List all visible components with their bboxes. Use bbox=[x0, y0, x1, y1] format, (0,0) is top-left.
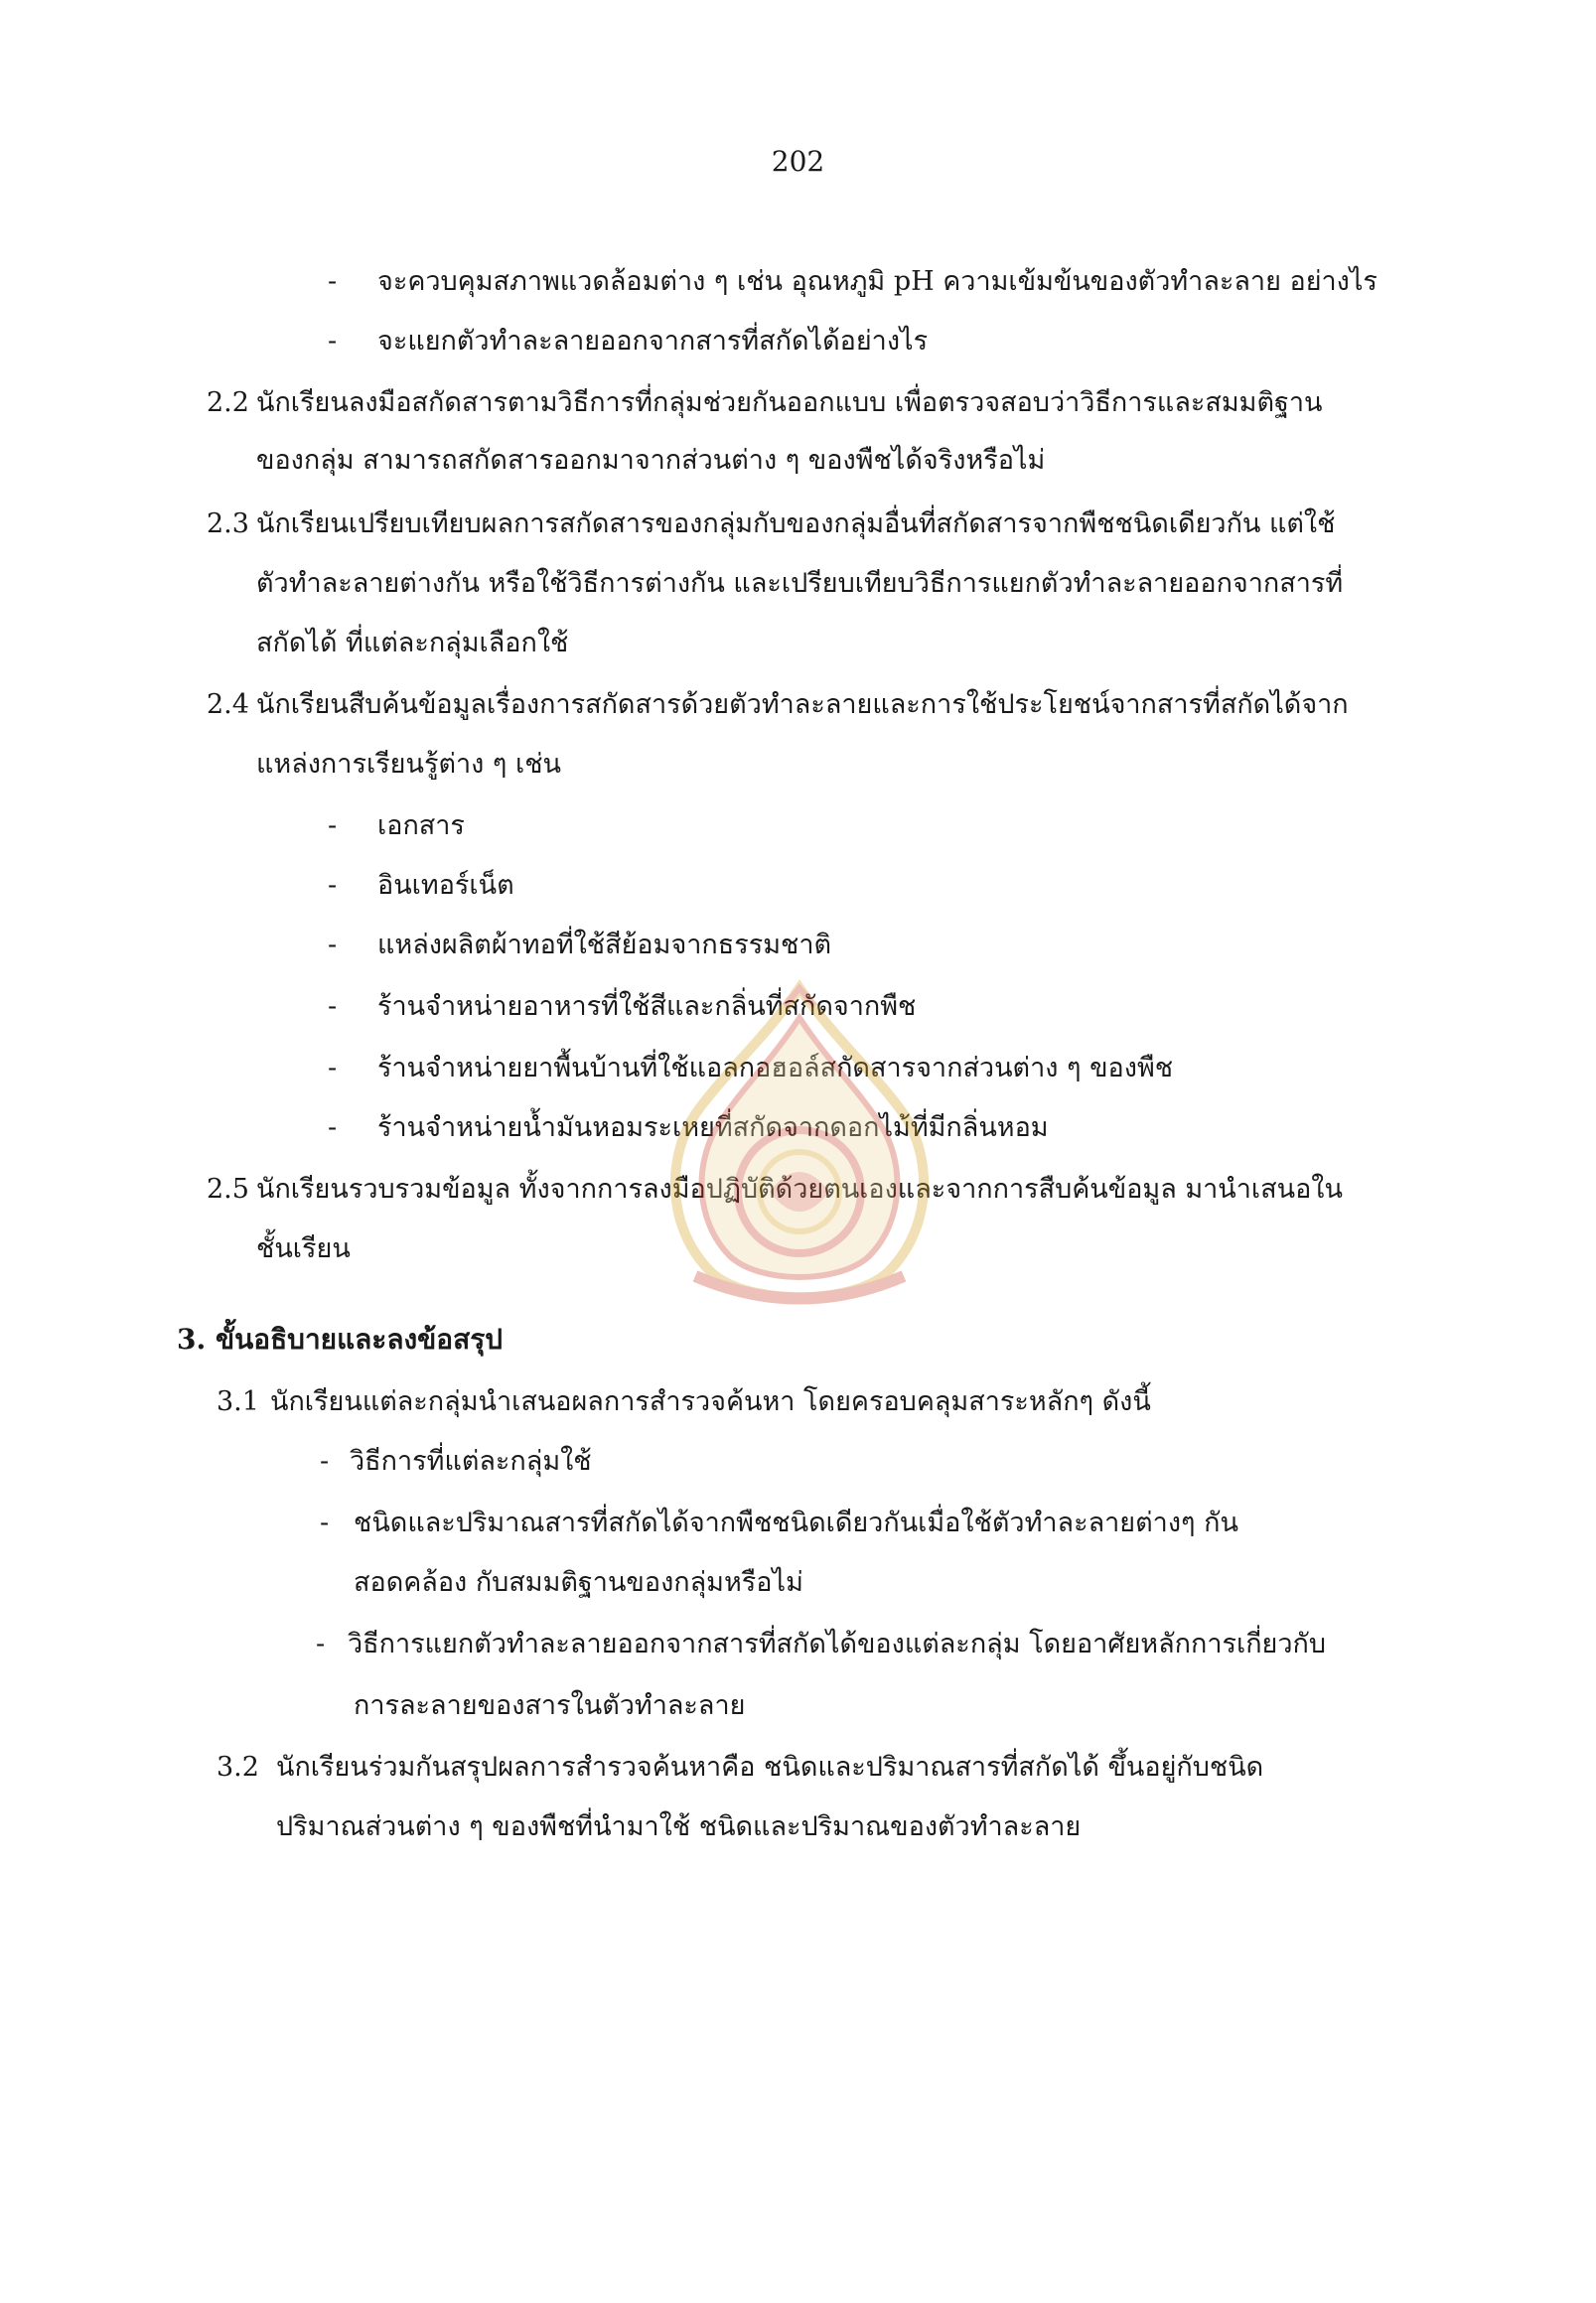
paragraph-line: ตัวทำละลายต่างกัน หรือใช้วิธีการต่างกัน และเปรียบเทียบวิธีการแยกตัวทำละลายออกจากสารที่ bbox=[256, 568, 1344, 599]
bullet-dash: - bbox=[328, 326, 338, 357]
item-number: 2.2 bbox=[207, 387, 249, 418]
paragraph-line: นักเรียนสืบค้นข้อมูลเรื่องการสกัดสารด้วยตัวทำละลายและการใช้ประโยชน์จากสารที่สกัดได้จาก bbox=[256, 689, 1349, 720]
source-item: ร้านจำหน่ายอาหารที่ใช้สีและกลิ่นที่สกัดจากพืช bbox=[377, 991, 917, 1022]
bullet-text: จะควบคุมสภาพแวดล้อมต่าง ๆ เช่น อุณหภูมิ pH ความเข้มข้นของตัวทำละลาย อย่างไร bbox=[377, 266, 1378, 297]
source-item: อินเทอร์เน็ต bbox=[377, 870, 514, 901]
section-heading: 3. ขั้นอธิบายและลงข้อสรุป bbox=[177, 1323, 504, 1356]
item-number: 3.2 bbox=[217, 1752, 259, 1783]
paragraph-line: นักเรียนแต่ละกลุ่มนำเสนอผลการสำรวจค้นหา โดยครอบคลุมสาระหลักๆ ดังนี้ bbox=[270, 1386, 1151, 1417]
source-item: ร้านจำหน่ายยาพื้นบ้านที่ใช้แอลกอฮอล์สกัดสารจากส่วนต่าง ๆ ของพืช bbox=[377, 1053, 1174, 1083]
paragraph-line: ชั้นเรียน bbox=[256, 1233, 351, 1264]
bullet-dash: - bbox=[316, 1629, 326, 1659]
item-number: 2.5 bbox=[207, 1174, 249, 1205]
bullet-dash: - bbox=[328, 870, 338, 901]
sub-bullet-line: วิธีการที่แต่ละกลุ่มใช้ bbox=[350, 1446, 592, 1477]
bullet-text: จะแยกตัวทำละลายออกจากสารที่สกัดได้อย่างไร bbox=[377, 326, 929, 357]
bullet-dash: - bbox=[320, 1446, 330, 1477]
paragraph-line: นักเรียนรวบรวมข้อมูล ทั้งจากการลงมือปฏิบัติด้วยตนเองและจากการสืบค้นข้อมูล มานำเสนอใน bbox=[256, 1174, 1343, 1205]
source-item: เอกสาร bbox=[377, 810, 465, 841]
bullet-dash: - bbox=[328, 1112, 338, 1143]
sub-bullet-line: สอดคล้อง กับสมมติฐานของกลุ่มหรือไม่ bbox=[354, 1567, 803, 1598]
paragraph-line: ของกลุ่ม สามารถสกัดสารออกมาจากส่วนต่าง ๆ ของพืชได้จริงหรือไม่ bbox=[256, 445, 1046, 476]
bullet-dash: - bbox=[328, 810, 338, 841]
bullet-dash: - bbox=[328, 991, 338, 1022]
item-number: 2.4 bbox=[207, 689, 249, 720]
sub-bullet-line: ชนิดและปริมาณสารที่สกัดได้จากพืชชนิดเดียวกันเมื่อใช้ตัวทำละลายต่างๆ กัน bbox=[354, 1508, 1238, 1538]
page-number: 202 bbox=[771, 145, 825, 178]
paragraph-line: สกัดได้ ที่แต่ละกลุ่มเลือกใช้ bbox=[256, 628, 569, 658]
bullet-dash: - bbox=[328, 930, 338, 960]
sub-bullet-line: การละลายของสารในตัวทำละลาย bbox=[354, 1690, 746, 1721]
bullet-dash: - bbox=[320, 1508, 330, 1538]
bullet-dash: - bbox=[328, 266, 338, 297]
item-number: 2.3 bbox=[207, 508, 249, 539]
sub-bullet-line: วิธีการแยกตัวทำละลายออกจากสารที่สกัดได้ของแต่ละกลุ่ม โดยอาศัยหลักการเกี่ยวกับ bbox=[348, 1629, 1327, 1659]
bullet-dash: - bbox=[328, 1053, 338, 1083]
item-number: 3.1 bbox=[217, 1386, 259, 1417]
paragraph-line: ปริมาณส่วนต่าง ๆ ของพืชที่นำมาใช้ ชนิดและปริมาณของตัวทำละลาย bbox=[276, 1811, 1082, 1842]
source-item: แหล่งผลิตผ้าทอที่ใช้สีย้อมจากธรรมชาติ bbox=[377, 930, 832, 960]
paragraph-line: นักเรียนร่วมกันสรุปผลการสำรวจค้นหาคือ ชนิดและปริมาณสารที่สกัดได้ ขึ้นอยู่กับชนิด bbox=[276, 1752, 1264, 1783]
source-item: ร้านจำหน่ายน้ำมันหอมระเหยที่สกัดจากดอกไม้ที่มีกลิ่นหอม bbox=[377, 1112, 1049, 1143]
watermark-seal bbox=[636, 978, 963, 1316]
paragraph-line: นักเรียนเปรียบเทียบผลการสกัดสารของกลุ่มกับของกลุ่มอื่นที่สกัดสารจากพืชชนิดเดียวกัน แต่ใช้ bbox=[256, 508, 1336, 539]
paragraph-line: แหล่งการเรียนรู้ต่าง ๆ เช่น bbox=[256, 749, 562, 780]
paragraph-line: นักเรียนลงมือสกัดสารตามวิธีการที่กลุ่มช่วยกันออกแบบ เพื่อตรวจสอบว่าวิธีการและสมมติฐาน bbox=[256, 387, 1323, 418]
